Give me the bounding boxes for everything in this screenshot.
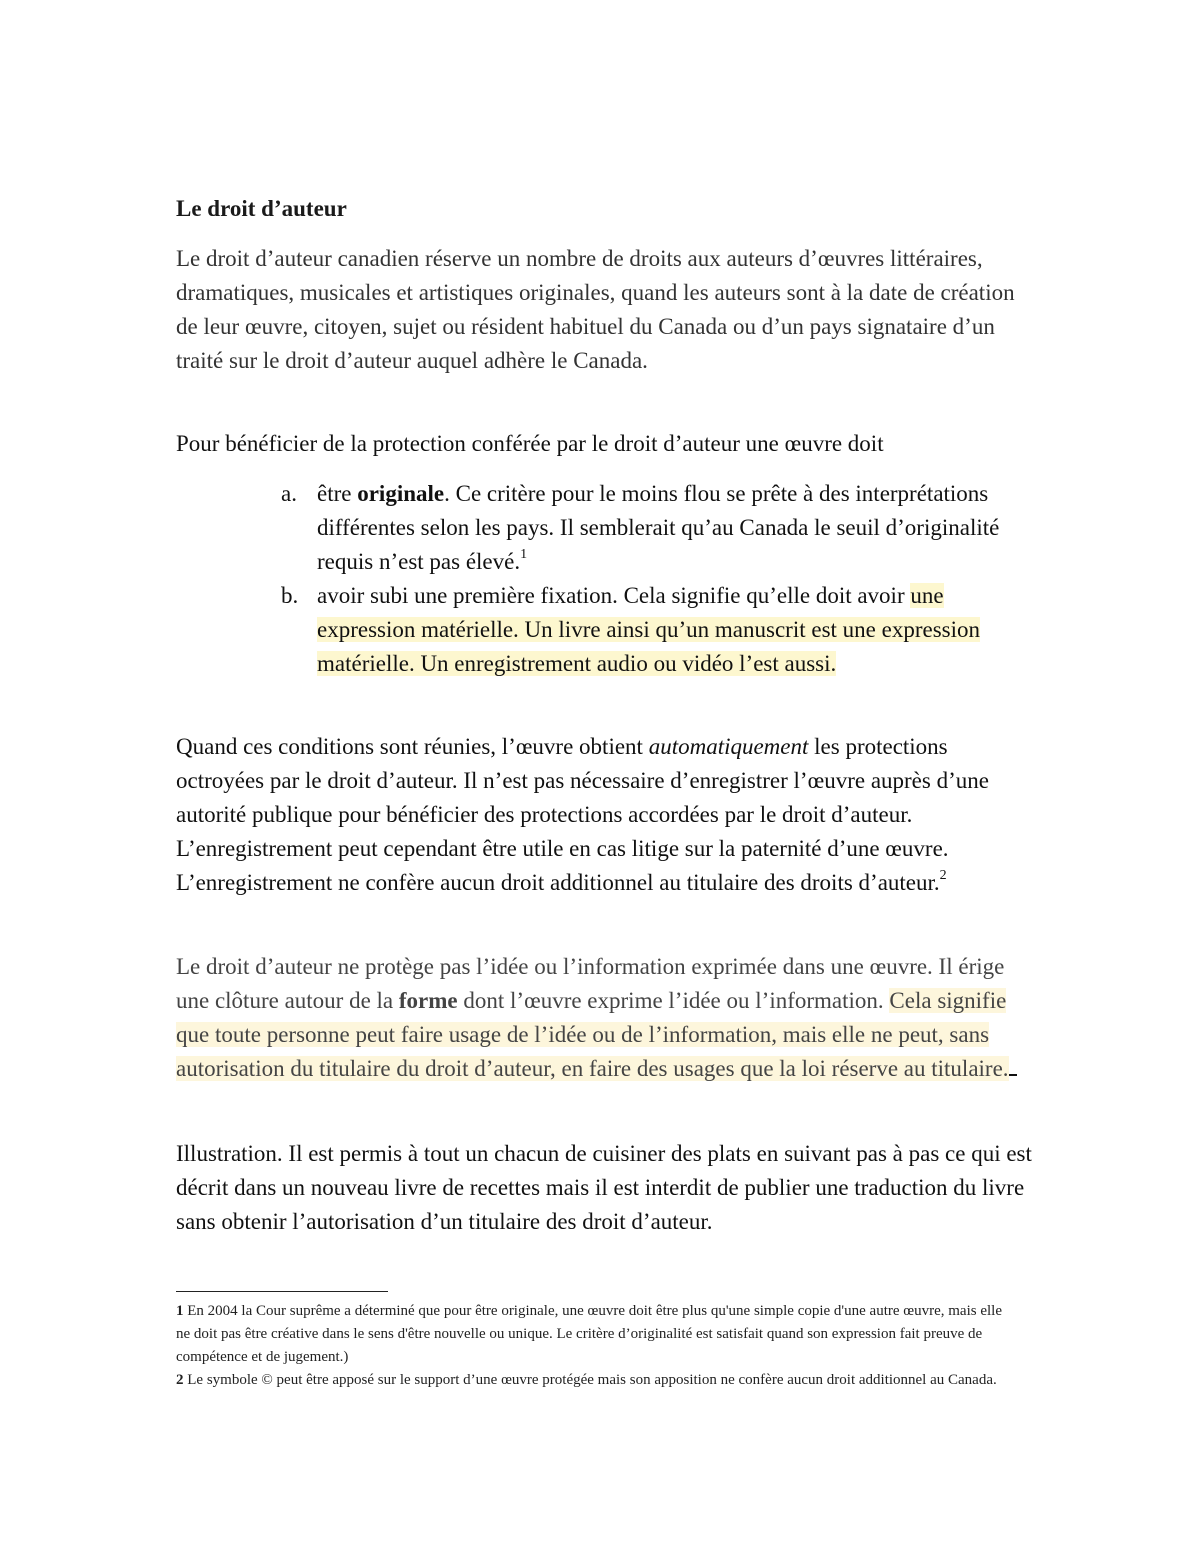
paragraph-conditions: Pour bénéficier de la protection conférée par le droit d’auteur une œuvre doit [176,431,884,456]
list-item-b-highlight: une expression matérielle. Un livre ainsi qu’un manuscrit est une expression matérielle. Un enregistrement audio ou vidéo l’est aussi. [317,583,980,676]
footnote-1-number: 1 [176,1303,184,1319]
list-item-a [176,477,1036,579]
footnote-separator [176,1291,388,1292]
paragraph-idea-middle: dont l’œuvre exprime l’idée ou l’information. [457,988,890,1013]
heading: Le droit d’auteur [176,196,347,221]
paragraph-idea-before: Le droit d’auteur ne protège pas l’idée ou l’information exprimée dans une œuvre. Il érige une clôture autour de la [176,954,1005,1013]
list-marker-a: a. [281,481,297,506]
footnote-1-text: En 2004 la Cour suprême a déterminé que pour être originale, une œuvre doit être plus qu'une simple copie d'une autre œuvre, mais elle ne doit pas être créative dans le sens d'être nouvelle ou unique. Le critère d’originalité est satisfait quand son expression fait preuve de compétence et de jugement.) [176,1303,1002,1365]
paragraph-idea-highlight: Cela signifie que toute personne peut faire usage de l’idée ou de l’information, mais elle ne peut, sans autorisation du titulaire du droit d’auteur, en faire des usages que la loi réserve au titulaire. [176,988,1009,1081]
paragraph-illustration: Illustration. Il est permis à tout un chacun de cuisiner des plats en suivant pas à pas ce qui est décrit dans un nouveau livre de recettes mais il est interdit de publier une traduction du livre sans obtenir l’autorisation d’un titulaire des droit d’auteur. [176,1141,1032,1234]
paragraph-intro: Le droit d’auteur canadien réserve un nombre de droits aux auteurs d’œuvres littéraires, dramatiques, musicales et artistiques originales, quand les auteurs sont à la date de création de leur œuvre, citoyen, sujet ou résident habituel du Canada ou d’un pays signataire d’un traité sur le droit d’auteur auquel adhère le Canada. [176,246,1015,373]
footnote-2 [176,1369,1016,1392]
footnote-ref-2[interactable]: 2 [939,868,947,884]
paragraph-automatic-after: les protections octroyées par le droit d’auteur. Il n’est pas nécessaire d’enregistrer l’œuvre auprès d’une autorité publique pour bénéficier des protections accordées par le droit d’auteur. L’enregistrement peut cependant être utile en cas litige sur la paternité d’une œuvre. L’enregistrement ne confère aucun droit additionnel au titulaire des droits d’auteur. [176,734,989,895]
list-item-a-text: . Ce critère pour le moins flou se prête à des interprétations différentes selon les pays. Il semblerait qu’au Canada le seuil d’originalité requis n’est pas élevé. [317,481,1000,574]
paragraph-automatic [176,730,1036,900]
list-item-b-text: avoir subi une première fixation. Cela signifie qu’elle doit avoir [317,583,911,608]
list-item-a-lead: être [317,481,358,506]
footnote-1 [176,1300,1016,1369]
criteria-list [176,477,1036,681]
list-marker-b: b. [281,583,299,608]
list-item-b [176,579,1036,681]
list-item-a-bold: originale [357,481,445,506]
paragraph-automatic-italic: automatiquement [648,734,809,759]
text-cursor [1009,1056,1017,1076]
footnote-2-text: Le symbole © peut être apposé sur le support d’une œuvre protégée mais son apposition ne confère aucun droit additionnel au Canada. [187,1372,997,1388]
paragraph-idea [176,950,1036,1086]
paragraph-idea-bold: forme [398,988,458,1013]
paragraph-automatic-before: Quand ces conditions sont réunies, l’œuvre obtient [176,734,649,759]
footnote-2-number: 2 [176,1372,184,1388]
footnotes [176,1300,1016,1392]
footnote-ref-1[interactable]: 1 [520,547,528,563]
